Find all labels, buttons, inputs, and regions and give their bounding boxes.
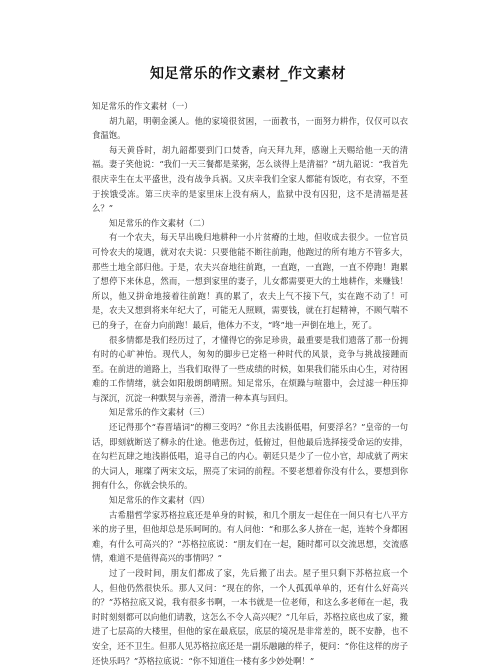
paragraph: 知足常乐的作文素材（四） [109,495,210,506]
paragraph: 知足常乐的作文素材（三） [109,407,210,418]
paragraph: 还记得那个“春晋墙词”的柳三变吗？“你且去浅斟低唱，何要浮名？”皇帝的一句话，即刻就断送了柳永的仕途。他悲伤过，低俯过，但他最后选择接受命运的安排，在勾栏瓦肆之地浅斟低唱，追寻自己的内心。朝廷只是少了一位小官，却成就了两宋的大词人，璀璨了两宋文坛，照亮了宋词的前程。不要老想着你没有什么，要想到你拥有什么，你就会快乐的。 [92,422,408,491]
paragraph: 胡九韶，明朝金溪人。他的家境很贫困，一面教书，一面努力耕作，仅仅可以衣食温饱。 [92,115,408,141]
document-body [92,99,408,668]
paragraph: 很多情都是我们经历过了，才懂得它的弥足珍贵，最重要是我们遗落了那一份拥有时的心旷神怡。现代人，匆匆的脚步已定格一种时代的风景，竞争与挑战接踵而至。在前进的道路上，当我们取得了一些成绩的时候，如果我们能乐由心生，对待困难的工作情绪，就会如阳般朗朗晴照。知足常乐，在烦躁与喧嚣中，会过滤一种压抑与深沉，沉淀一种默契与亲善，滑清一种本真与回归。 [92,334,408,403]
paragraph: 古希腊哲学家苏格拉底还是单身的时候，和几个朋友一起住在一间只有七八平方米的房子里，但他却总是乐呵呵的。有人问他：“和那么多人挤在一起，连转个身都困难，有什么可高兴的？”苏格拉底说：“朋友们在一起，随时都可以交流思想，交流感情，难道不是值得高兴的事情吗？” [92,509,408,564]
paragraph: 过了一段时间，朋友们都成了家，先后搬了出去。屋子里只剩下苏格拉底一个人，但他仍然很快乐。那人又问：“现在的你，一个人孤孤单单的，还有什么好高兴的？”苏格拉底又说，我有很多书啊，一本书就是一位老师，和这么多老师在一起，我时时刻刻都可以向他们请教，这怎么不令人高兴呢？”几年后，苏格拉底也成了家，搬进了七层高的大楼里，但他的家在最底层，底层的境况是非常差的，既不安静，也不安全，还不卫生。但那人见苏格拉底还是一副乐融融的样子，便问：“你住这样的房子还快乐吗？”苏格拉底说：“你不知道住一楼有多少妙处啊！” [92,568,408,666]
document-title: 知足常乐的作文素材_作文素材 [150,66,346,82]
paragraph: 有一个农夫，每天早出晚归地耕种一小片贫瘠的土地，但收成去很少。一位官员可怜农夫的境遇，就对农夫说：只要他能不断往前跑，他跑过的所有地方不管多大，那些土地全部归他。于是，农夫兴奋地往前跑，一直跑，一直跑，一直不停跑！跑累了想停下来休息，然而，一想到家里的妻子，儿女都需要更大的土地耕作，来赚钱！所以，他又拼命地接着往前跑！真的累了，农夫上气不接下气，实在跑不动了！可是，农夫又想到将来年纪大了，可能无人照顾，需要钱，就在打起精神，不顾气喘不已的身子，在奋力向前跑！最后，他体力不支，“咚”地一声倒在地上，死了。 [92,232,408,330]
section-heading: 知足常乐的作文素材（一） [92,101,193,111]
paragraph: 知足常乐的作文素材（二） [109,217,210,228]
paragraph: 每天黄昏时，胡九韶都要到门口焚香，向天拜九拜，感谢上天赐给他一天的清福。妻子笑他说：“我们一天三餐都是菜粥，怎么谈得上是清福？”胡九韶说：“我首先很庆幸生在太平盛世，没有战争兵祸。又庆幸我们全家人都能有饭吃，有衣穿，不至于挨饿受冻。第三庆幸的是家里床上没有病人，监狱中没有囚犯，这不是清福是甚么？” [92,144,408,214]
